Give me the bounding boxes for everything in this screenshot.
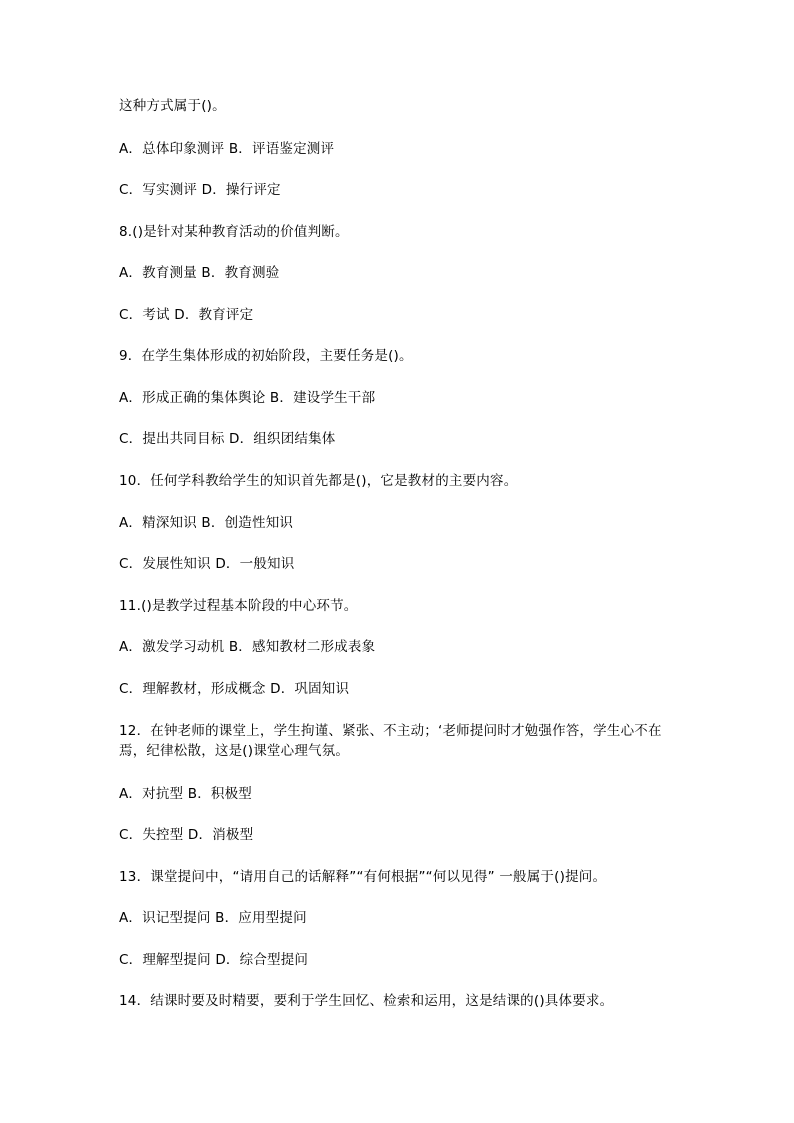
question-10-options-ab: A．精深知识 B．创造性知识 [119, 515, 294, 531]
question-10-stem: 10．任何学科教给学生的知识首先都是()，它是教材的主要内容。 [119, 473, 518, 489]
question-8-stem: 8.()是针对某种教育活动的价值判断。 [119, 224, 349, 240]
question-12-options-ab: A．对抗型 B．积极型 [119, 786, 252, 802]
question-10-options-cd: C．发展性知识 D．一般知识 [119, 556, 295, 572]
question-12-options-cd: C．失控型 D．消极型 [119, 827, 254, 843]
question-11-stem: 11.()是教学过程基本阶段的中心环节。 [119, 598, 358, 614]
question-11-options-cd: C．理解教材，形成概念 D．巩固知识 [119, 681, 350, 697]
question-9-options-cd: C．提出共同目标 D．组织团结集体 [119, 431, 336, 447]
question-14-stem: 14．结课时要及时精要，要利于学生回忆、检索和运用，这是结课的()具体要求。 [119, 993, 614, 1009]
question-11-options-ab: A．激发学习动机 B．感知教材二形成表象 [119, 639, 376, 655]
question-7-options-cd: C．写实测评 D．操行评定 [119, 182, 281, 198]
question-7-stem-end: 这种方式属于()。 [119, 98, 226, 114]
question-9-stem: 9．在学生集体形成的初始阶段，主要任务是()。 [119, 348, 413, 364]
question-13-options-ab: A．识记型提问 B．应用型提问 [119, 910, 307, 926]
question-9-options-ab: A．形成正确的集体舆论 B．建设学生干部 [119, 390, 376, 406]
question-13-stem: 13．课堂提问中，“请用自己的话解释”“有何根据”“何以见得” 一般属于()提问。 [119, 869, 607, 885]
question-7-options-ab: A．总体印象测评 B．评语鉴定测评 [119, 141, 335, 157]
question-8-options-ab: A．教育测量 B．教育测验 [119, 265, 280, 281]
question-8-options-cd: C．考试 D．教育评定 [119, 307, 254, 323]
question-13-options-cd: C．理解型提问 D．综合型提问 [119, 952, 309, 968]
question-12-stem: 12．在钟老师的课堂上，学生拘谨、紧张、不主动；‘老师提问时才勉强作答，学生心不在焉，纪律松散，这是()课堂心理气氛。 [119, 723, 662, 759]
